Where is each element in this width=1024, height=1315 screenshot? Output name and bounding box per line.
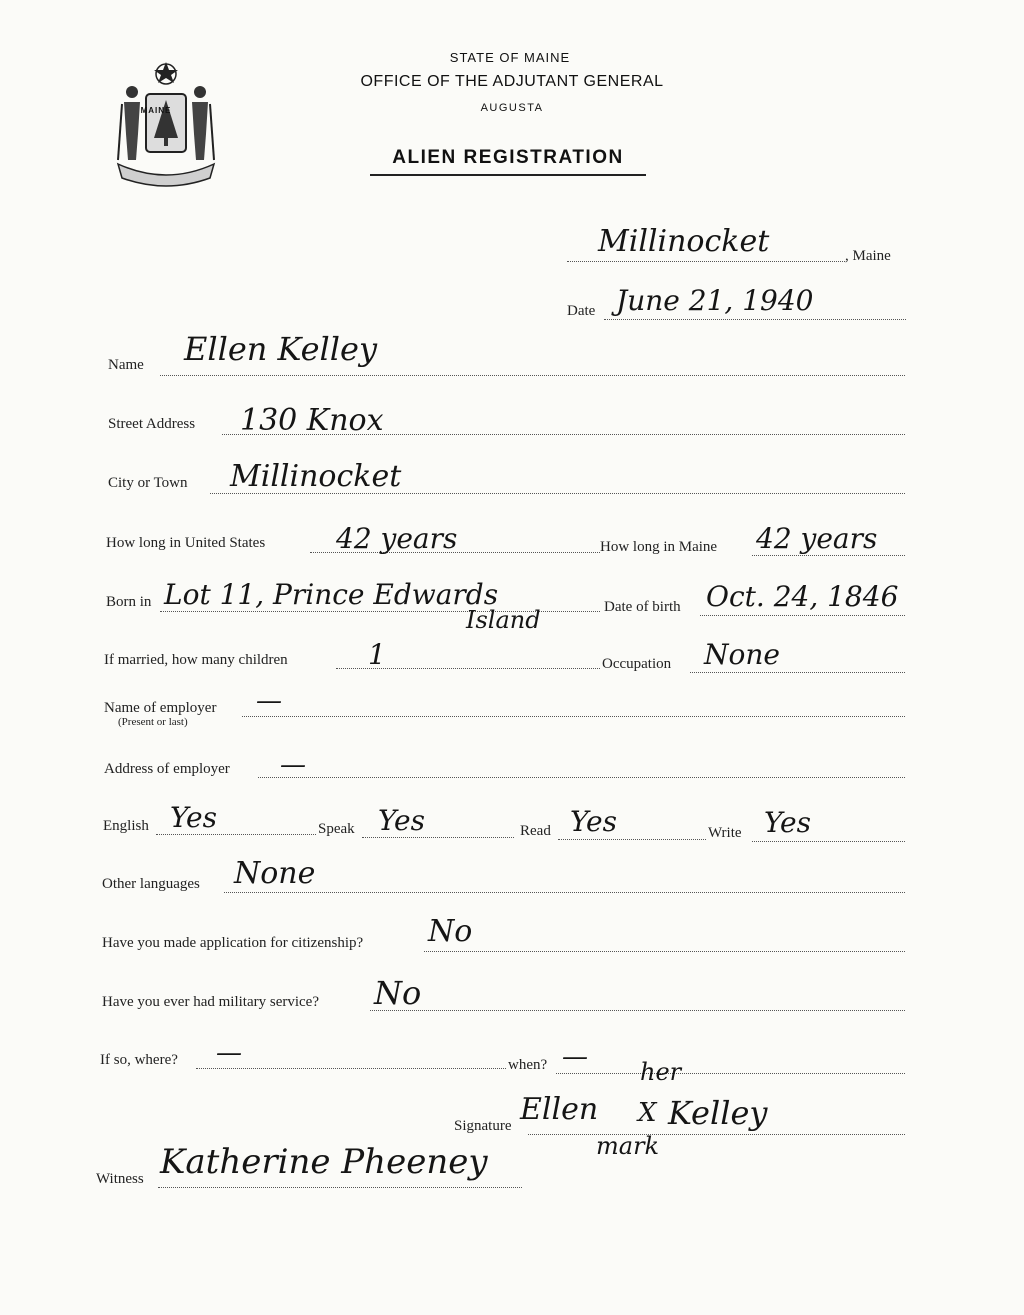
when-value: — bbox=[562, 1042, 588, 1072]
born-label: Born in bbox=[106, 594, 152, 610]
witness-value: Katherine Pheeney bbox=[160, 1142, 488, 1182]
town-value: Millinocket bbox=[598, 224, 770, 259]
read-line bbox=[558, 839, 706, 840]
header-state: STATE OF MAINE bbox=[449, 50, 571, 65]
date-label: Date bbox=[567, 303, 596, 319]
title-underline bbox=[370, 174, 646, 176]
when-line bbox=[556, 1073, 905, 1074]
citizenship-label: Have you made application for citizenship? bbox=[102, 935, 364, 951]
town-line bbox=[567, 261, 845, 262]
employer-address-value: — bbox=[280, 750, 306, 780]
where-label: If so, where? bbox=[100, 1052, 178, 1068]
city-label: City or Town bbox=[108, 475, 188, 491]
dob-line bbox=[700, 615, 905, 616]
read-value: Yes bbox=[570, 805, 617, 838]
occupation-label: Occupation bbox=[602, 656, 672, 672]
employer-value: — bbox=[256, 686, 282, 716]
occupation-value: None bbox=[704, 638, 780, 671]
name-label: Name bbox=[108, 357, 144, 373]
employer-sublabel: (Present or last) bbox=[118, 716, 188, 728]
other-languages-value: None bbox=[234, 856, 316, 891]
military-line bbox=[370, 1010, 905, 1011]
signature-label: Signature bbox=[454, 1118, 512, 1134]
signature-her: her bbox=[640, 1058, 682, 1086]
street-label: Street Address bbox=[108, 416, 196, 432]
name-line bbox=[160, 375, 905, 376]
employer-line bbox=[242, 716, 905, 717]
read-label: Read bbox=[520, 823, 551, 839]
signature-mark-word: mark bbox=[596, 1132, 660, 1160]
write-line bbox=[752, 841, 905, 842]
seal-lettering: MAINE bbox=[140, 106, 172, 115]
maine-time-label: How long in Maine bbox=[600, 539, 718, 555]
children-value: 1 bbox=[368, 638, 386, 671]
signature-first-name: Ellen bbox=[520, 1092, 599, 1127]
street-value: 130 Knox bbox=[240, 403, 384, 438]
us-time-label: How long in United States bbox=[106, 535, 266, 551]
english-label: English bbox=[103, 818, 149, 834]
maine-state-seal bbox=[110, 60, 222, 188]
maine-label: , Maine bbox=[845, 248, 891, 264]
signature-line bbox=[528, 1134, 905, 1135]
witness-line bbox=[158, 1187, 522, 1188]
employer-label: Name of employer bbox=[104, 700, 217, 716]
children-label: If married, how many children bbox=[104, 652, 288, 668]
signature-mark-x: X bbox=[638, 1098, 657, 1128]
date-line bbox=[604, 319, 906, 320]
born-value-line2: Island bbox=[466, 606, 541, 634]
form-title: ALIEN REGISTRATION bbox=[392, 147, 624, 168]
english-value: Yes bbox=[170, 801, 217, 834]
maine-time-line bbox=[752, 555, 905, 556]
born-value: Lot 11, Prince Edwards bbox=[164, 578, 499, 611]
dob-label: Date of birth bbox=[604, 599, 681, 615]
citizenship-value: No bbox=[428, 914, 473, 949]
us-time-value: 42 years bbox=[336, 522, 458, 555]
signature-last-name: Kelley bbox=[668, 1094, 768, 1132]
where-line bbox=[196, 1068, 506, 1069]
when-label: when? bbox=[508, 1057, 548, 1073]
other-languages-label: Other languages bbox=[102, 876, 200, 892]
other-languages-line bbox=[224, 892, 905, 893]
english-line bbox=[156, 834, 316, 835]
employer-address-line bbox=[258, 777, 905, 778]
where-value: — bbox=[216, 1038, 242, 1068]
witness-label: Witness bbox=[96, 1171, 144, 1187]
speak-value: Yes bbox=[378, 804, 425, 837]
speak-line bbox=[362, 837, 514, 838]
header-city: AUGUSTA bbox=[480, 102, 544, 114]
write-value: Yes bbox=[764, 806, 811, 839]
name-value: Ellen Kelley bbox=[184, 330, 378, 368]
city-value: Millinocket bbox=[230, 459, 402, 494]
dob-value: Oct. 24, 1846 bbox=[706, 580, 899, 613]
citizenship-line bbox=[424, 951, 905, 952]
occupation-line bbox=[690, 672, 905, 673]
maine-time-value: 42 years bbox=[756, 522, 878, 555]
military-value: No bbox=[374, 974, 422, 1012]
date-value: June 21, 1940 bbox=[616, 284, 814, 317]
write-label: Write bbox=[708, 825, 742, 841]
military-label: Have you ever had military service? bbox=[102, 994, 319, 1010]
employer-address-label: Address of employer bbox=[104, 761, 230, 777]
header-office: OFFICE OF THE ADJUTANT GENERAL bbox=[360, 73, 664, 90]
speak-label: Speak bbox=[318, 821, 355, 837]
